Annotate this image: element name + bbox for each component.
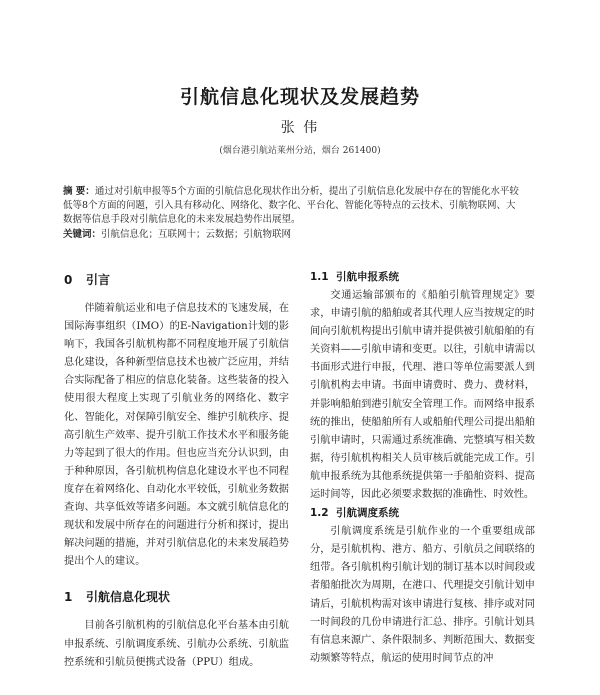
paper-title: 引航信息化现状及发展趋势 — [179, 86, 420, 108]
keywords-text: 引航信息化；互联网十；云数据；引航物联网 — [101, 229, 292, 240]
subsection-heading-declaration — [310, 268, 535, 287]
abstract-block — [63, 185, 525, 242]
subsection-title: 引航调度系统 — [336, 507, 399, 520]
declaration-paragraph: 交通运输部颁布的《船舶引航管理规定》要求，申请引航的船舶或者其代理人应当按规定的时间向引航机构提出引航申请并提供被引航船舶的有关资料——引航申请和变更。以往，引航申请需以书面形式进行申报，代理、港口等单位需要派人到引航机构去申请。书面申请费时、费力、费材料，并影响船舶到港引航安全管理工作。而网络申报系统的推出，使船舶所有人或船舶代理公司提出船舶引航申请时，只需通过系统准确、完整填写相关数据，待引航机构相关人员审核后就能完成工作。引航申报系统为其他系统提供第一手船舶资料、提高运时间等，因此必须要求数据的准确性、时效性。 — [310, 290, 535, 501]
keywords-label: 关键词： — [63, 229, 102, 240]
author-affiliation: (烟台港引航站莱州分站，烟台 261400) — [219, 146, 381, 156]
keywords — [63, 228, 525, 242]
abstract-label: 摘 要： — [63, 186, 95, 197]
spacer — [64, 609, 289, 617]
subsection-number: 1.2 — [310, 507, 329, 520]
section-number: 0 — [64, 273, 73, 287]
section-number: 1 — [64, 590, 73, 605]
section-title: 引言 — [86, 273, 111, 287]
status-paragraph: 目前各引航机构的引航信息化平台基本由引航申报系统、引航调度系统、引航办公系统、引航监控系统和引航员便携式设备（PPU）组成。 — [64, 620, 289, 668]
section-heading-introduction — [64, 268, 289, 292]
section-heading-status — [64, 585, 289, 609]
abstract-text: 通过对引航申报等5个方面的引航信息化现状作出分析，提出了引航信息化发展中存在的智能化水平较低等8个方面的问题，引入具有移动化、网络化、数字化、平台化、智能化等特点的云技术、引航物联网、大数据等信息手段对引航信息化的未来发展趋势作出展望。 — [63, 186, 519, 225]
abstract — [63, 185, 525, 227]
left-column — [64, 268, 289, 672]
subsection-title: 引航申报系统 — [336, 271, 399, 283]
spacer — [64, 292, 289, 300]
subsection-heading-dispatch — [310, 504, 535, 523]
subsection-number: 1.1 — [310, 271, 329, 283]
author-name: 张 伟 — [280, 120, 320, 136]
introduction-paragraph: 伴随着航运业和电子信息技术的飞速发展，在国际海事组织（IMO）的E-Navigation计划的影响下，我国各引航机构都不同程度地开展了引航信息化建设，各种新型信息技术也被广泛应用，并结合实际配备了相应的信息化装备。这些装备的投入使用很大程度上实现了引航业务的网络化、数字化、智能化，对保障引航安全、维护引航秩序、提高引航生产效率、提升引航工作技术水平和服务能力等起到了很大的作用。但也应当充分认识到，由于种种原因，各引航机构信息化建设水平也不同程度存在着网络化、自动化水平较低，引航业务数据查询、共享低效等诸多问题。本文就引航信息化的现状和发展中所存在的问题进行分析和探讨，提出解决问题的措施，并对引航信息化的未来发展趋势提出个人的建议。 — [64, 303, 289, 568]
right-column — [310, 268, 535, 668]
dispatch-paragraph: 引航调度系统是引航作业的一个重要组成部分，是引航机构、港方、船方、引航员之间联络的纽带。各引航机构引航计划的制订基本以时间段或者船舶批次为周期，在港口、代理提交引航计划申请后，引航机构需对该申请进行复核、排序或对同一时间段的几份申请进行汇总、排序。引航计划具有信息来源广、条件限制多、判断范围大、数据变动频繁等特点，航运的使用时间节点的冲 — [310, 526, 535, 664]
spacer — [64, 571, 289, 585]
section-title: 引航信息化现状 — [86, 590, 171, 605]
